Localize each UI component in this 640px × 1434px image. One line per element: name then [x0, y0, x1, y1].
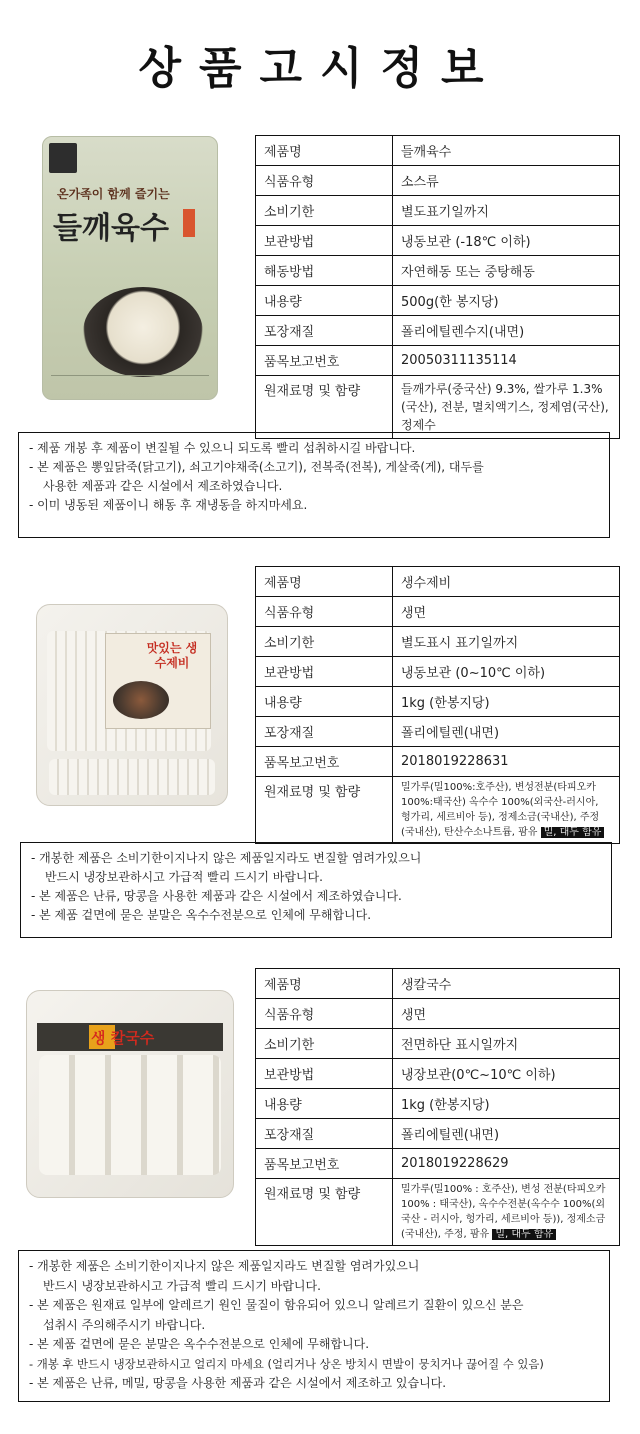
table-row — [256, 316, 620, 346]
notice-line: 섭취시 주의해주시기 바랍니다. — [43, 1317, 206, 1332]
spec-key: 원재료명 및 함량 — [256, 376, 393, 439]
table-row — [256, 999, 620, 1029]
notice-line: - 본 제품 겉면에 묻은 분말은 옥수수전분으로 인체에 무해합니다. — [31, 908, 372, 922]
table-row — [256, 1029, 620, 1059]
spec-key: 품목보고번호 — [256, 346, 393, 376]
spec-key: 포장재질 — [256, 1119, 393, 1149]
spec-key: 식품유형 — [256, 597, 393, 627]
package-3-name: 생 칼국수 — [91, 1029, 155, 1047]
spec-key: 보관방법 — [256, 1059, 393, 1089]
spec-value: 냉동보관 (-18℃ 이하) — [393, 226, 620, 256]
spec-value — [393, 1179, 620, 1246]
spec-key: 내용량 — [256, 687, 393, 717]
table-row — [256, 597, 620, 627]
spec-key: 원재료명 및 함량 — [256, 777, 393, 844]
product-image-3 — [24, 986, 236, 1200]
notice-line: - 본 제품은 뽕잎닭죽(닭고기), 쇠고기야채죽(소고기), 전복죽(전복), 게살죽(게), 대두를 — [29, 460, 484, 474]
spec-value: 냉장보관(0℃~10℃ 이하) — [393, 1059, 620, 1089]
notice-line: - 개봉한 제품은 소비기한이지나지 않은 제품일지라도 변질할 염려가있으니 — [29, 1259, 420, 1273]
table-row — [256, 346, 620, 376]
spec-value: 별도표기일까지 — [393, 196, 620, 226]
table-row — [256, 286, 620, 316]
notice-box-2 — [20, 842, 612, 938]
spec-key: 내용량 — [256, 286, 393, 316]
spec-key: 식품유형 — [256, 999, 393, 1029]
notice-box-3 — [18, 1250, 610, 1402]
table-row — [256, 136, 620, 166]
spec-key: 품목보고번호 — [256, 747, 393, 777]
allergen-badge: 밀, 대두 함유 — [492, 1229, 556, 1240]
spec-value: 소스류 — [393, 166, 620, 196]
allergen-badge: 밀, 대두 함유 — [541, 827, 605, 838]
package-2-name: 맛있는 생수제비 — [146, 641, 198, 670]
package-1-name: 들깨육수 — [53, 211, 169, 246]
notice-line: - 제품 개봉 후 제품이 변질될 수 있으니 되도록 빨리 섭취하시길 바랍니다. — [29, 441, 416, 455]
package-2 — [36, 604, 228, 806]
table-row — [256, 1119, 620, 1149]
notice-line: - 본 제품 겉면에 묻은 분말은 옥수수전분으로 인체에 무해합니다. — [29, 1337, 370, 1351]
spec-table-2 — [255, 566, 620, 844]
table-row — [256, 1089, 620, 1119]
table-row — [256, 747, 620, 777]
spec-value: 폴리에틸렌(내면) — [393, 1119, 620, 1149]
spec-table-1 — [255, 135, 620, 439]
table-row — [256, 777, 620, 844]
package-1-sub: 온가족이 함께 즐기는 — [57, 187, 170, 201]
table-row — [256, 969, 620, 999]
notice-line: - 본 제품은 난류, 메밀, 땅콩을 사용한 제품과 같은 시설에서 제조하고 있습니다. — [29, 1376, 447, 1390]
table-row — [256, 717, 620, 747]
spec-value: 별도표시 표기일까지 — [393, 627, 620, 657]
spec-value — [393, 777, 620, 844]
package-3 — [26, 990, 234, 1198]
spec-value: 생면 — [393, 999, 620, 1029]
table-row — [256, 376, 620, 439]
package-1 — [42, 136, 218, 400]
product-image-2 — [34, 600, 230, 808]
spec-value: 생수제비 — [393, 567, 620, 597]
spec-value: 20050311135114 — [393, 346, 620, 376]
table-row — [256, 1059, 620, 1089]
spec-key: 제품명 — [256, 567, 393, 597]
notice-line: - 이미 냉동된 제품이니 해동 후 재냉동을 하지마세요. — [29, 498, 308, 512]
spec-key: 원재료명 및 함량 — [256, 1179, 393, 1246]
spec-value: 2018019228631 — [393, 747, 620, 777]
notice-line: - 개봉 후 반드시 냉장보관하시고 얼리지 마세요 (얼리거나 상온 방치시 면발이 뭉치거나 끊어질 수 있음) — [29, 1356, 544, 1371]
spec-value: 1kg (한봉지당) — [393, 1089, 620, 1119]
spec-key: 내용량 — [256, 1089, 393, 1119]
spec-value: 생면 — [393, 597, 620, 627]
spec-key: 소비기한 — [256, 1029, 393, 1059]
spec-value: 전면하단 표시일까지 — [393, 1029, 620, 1059]
ingredients-text: 밀가루(밀100% : 호주산), 변성 전분(타피오카100% : 태국산), 옥수수전분(옥수수 100%(외국산 - 러시아, 헝가리, 세르비아 등)), 정제소금(국내산), 주정, 팜유 — [401, 1184, 606, 1240]
spec-value: 생칼국수 — [393, 969, 620, 999]
spec-key: 포장재질 — [256, 717, 393, 747]
spec-value: 2018019228629 — [393, 1149, 620, 1179]
spec-key: 해동방법 — [256, 256, 393, 286]
notice-line: 사용한 제품과 같은 시설에서 제조하였습니다. — [43, 479, 283, 493]
spec-key: 품목보고번호 — [256, 1149, 393, 1179]
spec-value: 1kg (한봉지당) — [393, 687, 620, 717]
table-row — [256, 657, 620, 687]
spec-value: 들깨가루(중국산) 9.3%, 쌀가루 1.3%(국산), 전분, 멸치액기스, 정제염(국산), 정제수 — [393, 376, 620, 439]
notice-box-1 — [18, 432, 610, 538]
table-row — [256, 166, 620, 196]
notice-line: - 본 제품은 원재료 일부에 알레르기 원인 물질이 함유되어 있으니 알레르기 질환이 있으신 분은 — [29, 1298, 524, 1312]
spec-value: 폴리에틸렌수지(내면) — [393, 316, 620, 346]
spec-value: 500g(한 봉지당) — [393, 286, 620, 316]
table-row — [256, 1149, 620, 1179]
spec-table-3 — [255, 968, 620, 1246]
spec-key: 보관방법 — [256, 657, 393, 687]
table-row — [256, 567, 620, 597]
table-row — [256, 627, 620, 657]
notice-line: - 개봉한 제품은 소비기한이지나지 않은 제품일지라도 변질할 염려가있으니 — [31, 851, 422, 865]
table-row — [256, 196, 620, 226]
notice-line: 반드시 냉장보관하시고 가급적 빨리 드시기 바랍니다. — [45, 870, 323, 884]
table-row — [256, 226, 620, 256]
spec-key: 제품명 — [256, 969, 393, 999]
spec-key: 포장재질 — [256, 316, 393, 346]
spec-value: 폴리에틸렌(내면) — [393, 717, 620, 747]
table-row — [256, 687, 620, 717]
spec-value: 들깨육수 — [393, 136, 620, 166]
notice-line: - 본 제품은 난류, 땅콩을 사용한 제품과 같은 시설에서 제조하였습니다. — [31, 889, 402, 903]
table-row — [256, 256, 620, 286]
spec-key: 소비기한 — [256, 627, 393, 657]
ingredients-text: 밀가루(밀100%:호주산), 변성전분(타피오카 100%:태국산) 옥수수 100%(외국산-러시아, 헝가리, 세르비아 등), 정제소금(국내산), 주정(국내산), 탄산수소나트륨, 팜유 — [401, 782, 600, 838]
table-row — [256, 1179, 620, 1246]
spec-key: 소비기한 — [256, 196, 393, 226]
spec-key: 제품명 — [256, 136, 393, 166]
spec-value: 자연해동 또는 중탕해동 — [393, 256, 620, 286]
product-image-1 — [40, 132, 220, 402]
page-title: 상품고시정보 — [138, 43, 502, 94]
spec-key: 보관방법 — [256, 226, 393, 256]
spec-value: 냉동보관 (0~10℃ 이하) — [393, 657, 620, 687]
notice-line: 반드시 냉장보관하시고 가급적 빨리 드시기 바랍니다. — [43, 1278, 321, 1293]
spec-key: 식품유형 — [256, 166, 393, 196]
